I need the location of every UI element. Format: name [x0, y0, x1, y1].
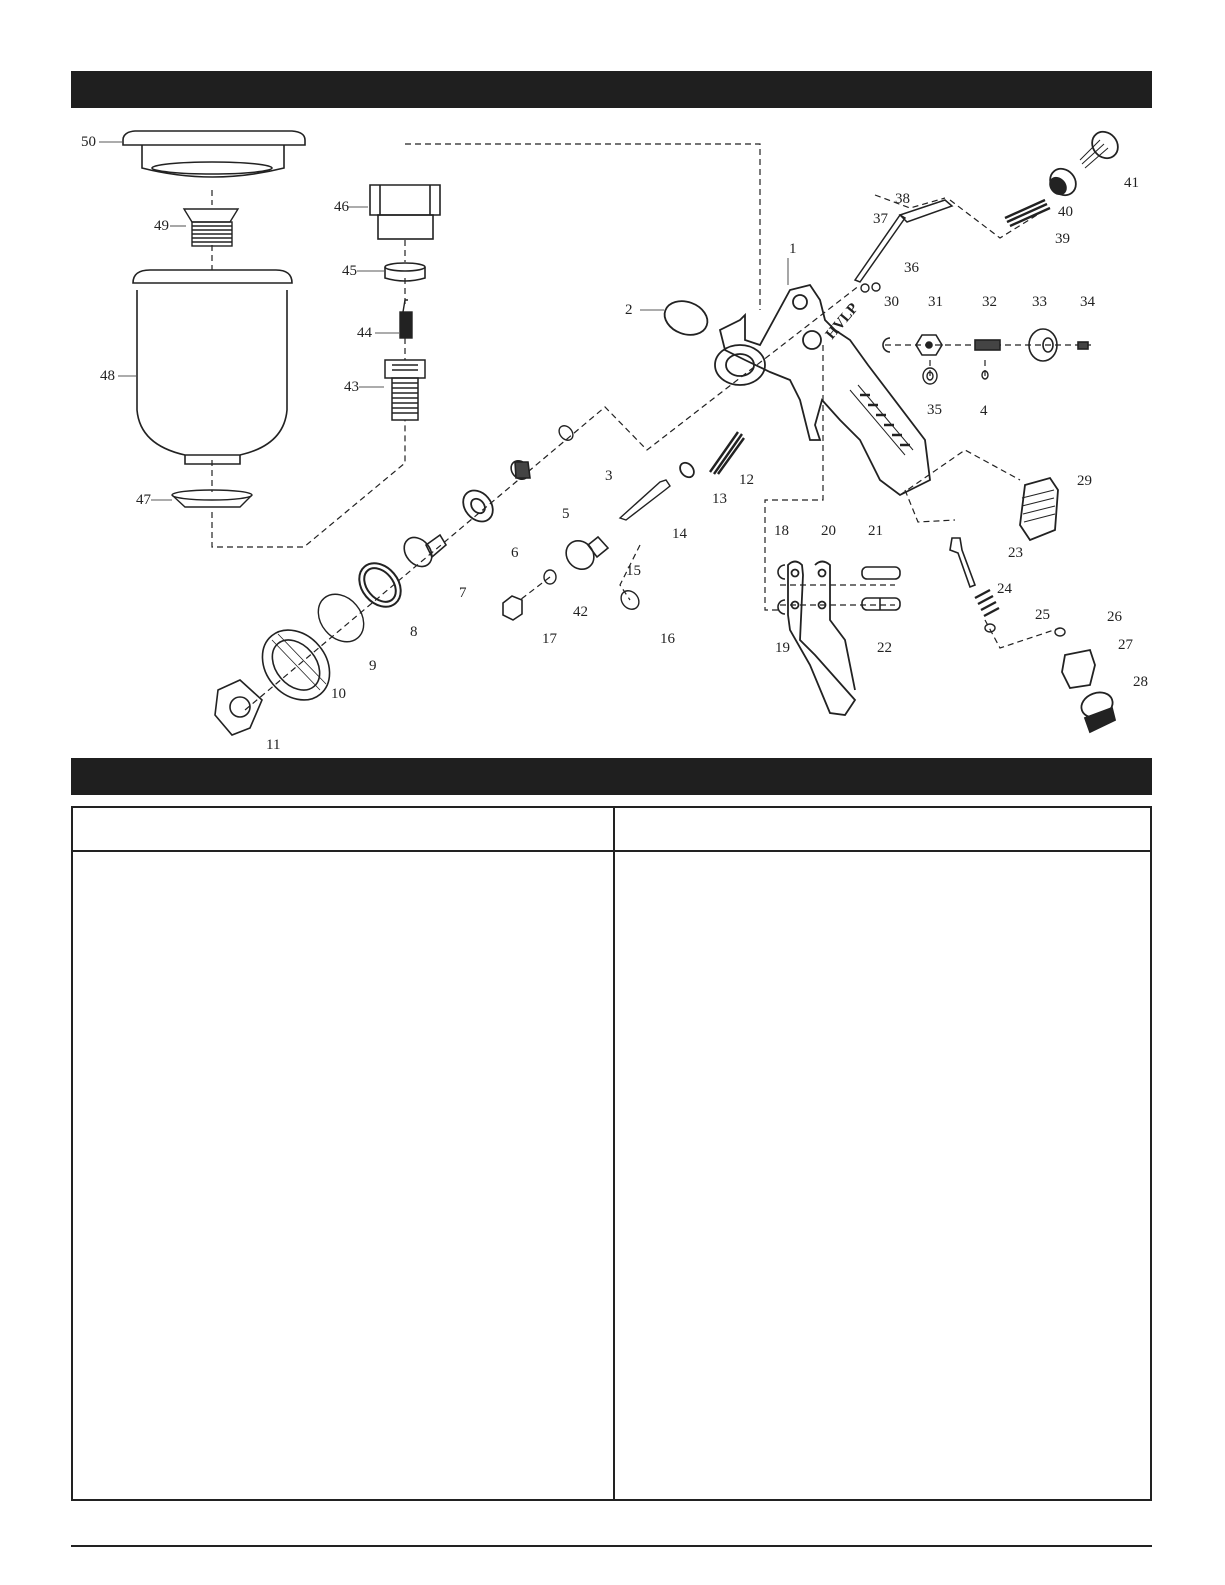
callout-1: 1 — [789, 241, 797, 257]
part-23-air-valve-stem — [950, 538, 975, 587]
part-17-nut — [503, 596, 522, 620]
part-34-screw — [1078, 342, 1088, 349]
part-19-e-clip — [778, 600, 785, 614]
callout-19: 19 — [775, 640, 790, 656]
callout-28: 28 — [1133, 674, 1148, 690]
callout-23: 23 — [1008, 545, 1023, 561]
callout-43: 43 — [344, 379, 359, 395]
part-44-check-valve — [400, 300, 412, 338]
part-47-cup-gasket — [172, 490, 252, 507]
part-49-strainer-fitting — [184, 209, 238, 246]
exploded-parts-diagram — [0, 108, 1225, 758]
callout-35: 35 — [927, 402, 942, 418]
part-46-cup-adapter-nut — [370, 185, 440, 239]
assembly-guide-lines — [212, 144, 1095, 710]
callout-7: 7 — [459, 585, 467, 601]
part-22-pin — [862, 598, 900, 610]
part-18-e-clip — [778, 565, 785, 579]
callout-48: 48 — [100, 368, 115, 384]
callout-38: 38 — [895, 191, 910, 207]
part-10-air-cap-ring — [249, 617, 344, 714]
callout-11: 11 — [266, 737, 281, 753]
part-26-o-ring — [1055, 628, 1065, 636]
part-9-o-ring — [309, 585, 373, 651]
part-28-air-adjust — [1078, 688, 1116, 732]
part-8-seal-ring — [351, 555, 409, 615]
callout-18: 18 — [774, 523, 789, 539]
brand-mark: HVLP — [822, 300, 862, 343]
callout-27: 27 — [1118, 637, 1133, 653]
callout-14: 14 — [672, 526, 687, 542]
callout-34: 34 — [1080, 294, 1095, 310]
callout-3: 3 — [605, 468, 613, 484]
callout-20: 20 — [821, 523, 836, 539]
part-14-needle — [620, 480, 670, 520]
part-33-adjust-knob — [1029, 329, 1057, 361]
callout-42: 42 — [573, 604, 588, 620]
part-48-paint-cup — [133, 270, 292, 464]
part-29-air-inlet — [1020, 478, 1058, 540]
callout-8: 8 — [410, 624, 418, 640]
part-number-labels — [81, 134, 1148, 753]
callout-2: 2 — [625, 302, 633, 318]
callout-40: 40 — [1058, 204, 1073, 220]
part-24-spring — [975, 590, 999, 616]
callout-26: 26 — [1107, 609, 1122, 625]
callout-22: 22 — [877, 640, 892, 656]
part-43-threaded-fitting — [385, 360, 425, 420]
callout-9: 9 — [369, 658, 377, 674]
part-32-screw — [975, 340, 1000, 350]
callout-31: 31 — [928, 294, 943, 310]
callout-6: 6 — [511, 545, 519, 561]
section-header-bar-top — [71, 71, 1152, 108]
callout-24: 24 — [997, 581, 1012, 597]
callout-21: 21 — [868, 523, 883, 539]
part-39-spring — [1005, 200, 1050, 226]
part-36-pins — [861, 283, 880, 292]
part-5-fitting — [507, 457, 532, 483]
part-3-cap — [556, 423, 575, 443]
callout-12: 12 — [739, 472, 754, 488]
callout-46: 46 — [334, 199, 349, 215]
part-15-packing-nut — [560, 535, 608, 575]
part-25-o-ring — [985, 624, 995, 632]
parts-table-header-row — [73, 808, 1150, 852]
callout-17: 17 — [542, 631, 557, 647]
callout-15: 15 — [626, 563, 641, 579]
callout-47: 47 — [136, 492, 151, 508]
part-21-pin — [862, 567, 900, 579]
part-40-knob-nut — [1045, 164, 1081, 201]
part-6-baffle — [457, 485, 499, 528]
part-2-o-ring — [660, 295, 712, 340]
leader-lines — [99, 142, 788, 500]
parts-list-table — [71, 806, 1152, 1501]
callout-16: 16 — [660, 631, 675, 647]
callout-45: 45 — [342, 263, 357, 279]
callout-39: 39 — [1055, 231, 1070, 247]
part-12-spring — [710, 432, 744, 474]
callout-10: 10 — [331, 686, 346, 702]
callout-32: 32 — [982, 294, 997, 310]
part-41-adjust-knob — [1080, 127, 1123, 168]
callout-5: 5 — [562, 506, 570, 522]
part-7-fluid-nozzle — [399, 532, 446, 572]
callout-33: 33 — [1032, 294, 1047, 310]
callout-29: 29 — [1077, 473, 1092, 489]
footer-rule — [71, 1545, 1152, 1547]
callout-13: 13 — [712, 491, 727, 507]
callout-25: 25 — [1035, 607, 1050, 623]
callout-41: 41 — [1124, 175, 1139, 191]
part-13-o-ring — [677, 460, 696, 480]
callout-37: 37 — [873, 211, 888, 227]
part-27-valve-housing — [1062, 650, 1095, 688]
callout-49: 49 — [154, 218, 169, 234]
part-50-cup-lid — [123, 131, 305, 177]
part-11-wing-nut — [215, 680, 262, 735]
callout-44: 44 — [357, 325, 372, 341]
callout-50: 50 — [81, 134, 96, 150]
parts-table-column-divider — [613, 808, 615, 1499]
callout-30: 30 — [884, 294, 899, 310]
callout-4: 4 — [980, 403, 988, 419]
callout-36: 36 — [904, 260, 919, 276]
section-header-bar-middle — [71, 758, 1152, 795]
